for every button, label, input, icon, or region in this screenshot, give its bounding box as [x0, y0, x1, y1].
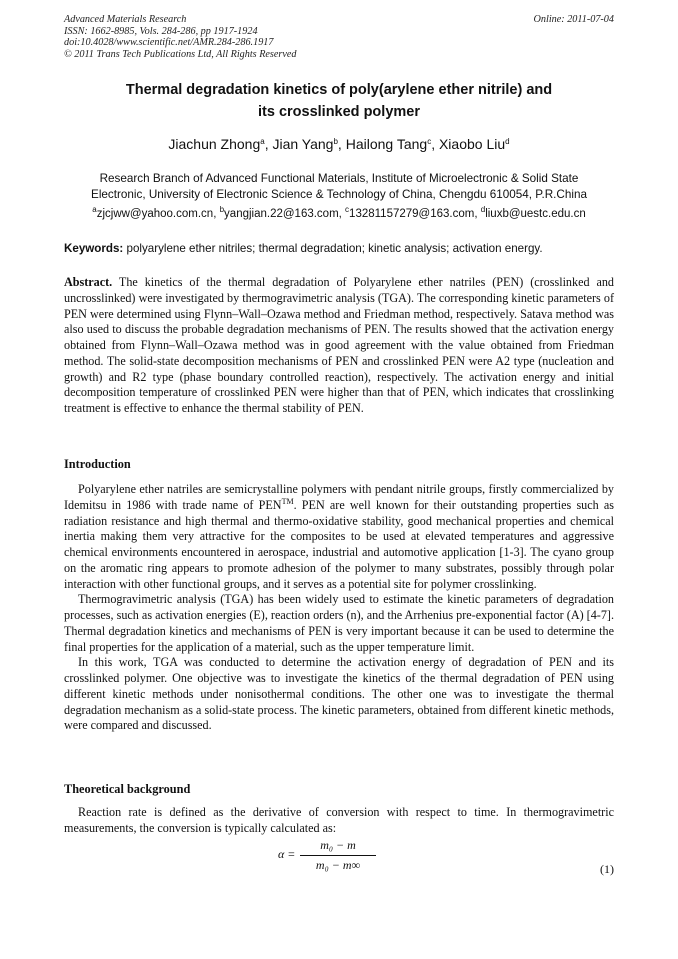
author: Jiachun Zhong$^a$,	[168, 136, 273, 152]
journal-name: Advanced Materials Research	[64, 14, 187, 25]
email: $^a$zjcjww@yahoo.com.cn,	[92, 205, 220, 220]
equation-fraction	[300, 838, 376, 873]
keywords-text: polyarylene ether nitriles; thermal degradation; kinetic analysis; activation energy.	[123, 242, 543, 255]
author: Xiaobo Liu$^d$	[438, 136, 510, 152]
author-list	[64, 135, 614, 153]
theory-heading: Theoretical background	[64, 782, 191, 796]
introduction-heading: Introduction	[64, 457, 131, 471]
email: $^c$13281157279@163.com,	[345, 205, 481, 220]
equation-denominator: m₀ − m∞	[315, 858, 361, 872]
title-line-1: Thermal degradation kinetics of poly(arylene ether nitrile) and	[125, 82, 553, 98]
online-date: Online: 2011-07-04	[533, 14, 614, 25]
author: Jian Yang$^b$,	[272, 136, 346, 152]
intro-paragraph-3: In this work, TGA was conducted to determine the activation energy of degradation of PEN and its crosslinked polymer. One objective was to investigate the kinetics of the thermal degradation of PEN using different kinetic methods under nonisothermal conditions. The other one was to investigate the thermal degradation mechanism as a solid-state process. The kinetic parameters, obtained from different kinetic methods, were compared and discussed.	[64, 655, 614, 733]
intro-paragraph-2: Thermogravimetric analysis (TGA) has been widely used to estimate the kinetic parameters of degradation processes, such as activation energies (E), reaction orders (n), and the Arrhenius pre-exponential factor (A) [4-7]. Thermal degradation kinetics and mechanisms of PEN is very important because it can be used to determine the final properties for the application of a material, such as the upper temperature limit.	[64, 592, 614, 654]
affiliation-line-2: Electronic, University of Electronic Science & Technology of China, Chengdu 610054, P.R.China	[91, 188, 587, 202]
theory-body	[64, 805, 614, 837]
email: $^d$liuxb@uestc.edu.cn	[480, 205, 586, 220]
abstract	[64, 275, 614, 417]
journal-header	[64, 14, 614, 60]
keywords-label: Keywords:	[64, 242, 124, 255]
paper-title	[64, 80, 614, 123]
copyright-line: © 2011 Trans Tech Publications Ltd, All Rights Reserved	[64, 48, 297, 60]
abstract-text: The kinetics of the thermal degradation of Polyarylene ether natriles (PEN) (crosslinked and uncrosslinked) were investigated by thermogravimetric analysis (TGA). The corresponding kinetic parameters of PEN were determined using Flynn–Wall–Ozawa method and Friedman method, respectively. Satava method was also used to discuss the probable degradation mechanisms of PEN. The results showed that the activation energy obtained from Flynn–Wall–Ozawa method was in good agreement with the value obtained from Friedman method. The solid-state decomposition mechanisms of PEN and crosslinked PEN were A2 type (nucleation and growth) and R2 type (phase boundary controlled reaction), respectively. The activation energy and initial decomposition temperature of crosslinked PEN were higher than that of PEN, which indicates that crosslinking treatment is effective to enhance the thermal stability of PEN.	[64, 275, 614, 415]
title-line-2: its crosslinked polymer	[258, 103, 420, 120]
keywords	[64, 241, 614, 256]
equation-number: (1)	[600, 862, 614, 876]
author: Hailong Tang$^c$,	[345, 136, 439, 152]
affiliation-line-1: Research Branch of Advanced Functional Materials, Institute of Microelectronic & Solid State	[99, 172, 579, 185]
abstract-label: Abstract.	[64, 275, 113, 289]
intro-paragraph-1: Polyarylene ether natriles are semicrystalline polymers with pendant nitrile groups, firstly commercialized by Idemitsu in 1986 with trade name of PEN™. PEN are well known for their outstanding properties such as radiation resistance and high thermal and thermo-oxidative stability, good mechanical properties and chemical inertia making them very attractive for the composites to be used at elevated temperatures and aggressive chemical environments encountered in aerospace, industrial and automotive application [1-3]. The cyano group on the aromatic ring appears to promote adhesion of the polymer to many substrates, possibly through polar interaction with other functional groups, and it serves as a potential site for polymer crosslinking.	[64, 482, 614, 591]
equation-1	[278, 838, 398, 874]
equation-numerator: m₀ − m	[320, 838, 356, 852]
doi-line: doi:10.4028/www.scientific.net/AMR.284-286.1917	[64, 37, 274, 49]
equation-lhs: α =	[278, 847, 296, 861]
affiliation	[64, 171, 614, 203]
issn-line: ISSN: 1662-8985, Vols. 284-286, pp 1917-1924	[64, 25, 258, 37]
introduction-body	[64, 482, 614, 734]
theory-paragraph-1: Reaction rate is defined as the derivative of conversion with respect to time. In thermogravimetric measurements, the conversion is typically calculated as:	[64, 805, 614, 835]
fraction-bar	[300, 855, 376, 856]
author-emails	[64, 207, 614, 222]
email: $^b$yangjian.22@163.com,	[219, 205, 346, 220]
